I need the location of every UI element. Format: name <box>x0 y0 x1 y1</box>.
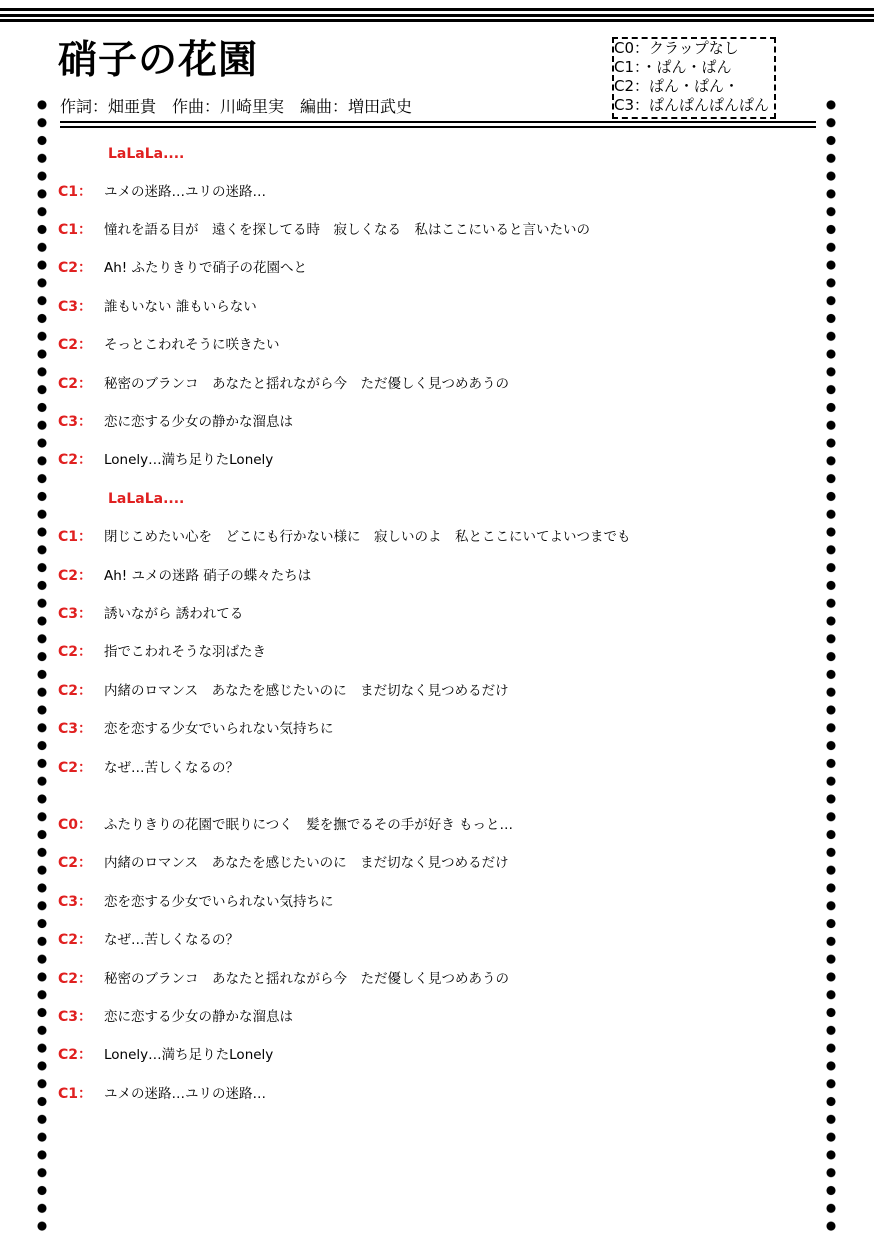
lyric-text: 指でこわれそうな羽ばたき <box>104 644 266 660</box>
clap-code: C2： <box>58 260 93 276</box>
clap-code: C3： <box>58 414 93 430</box>
left-dot-border <box>36 96 48 1236</box>
lyric-text: 恋に恋する少女の静かな溜息は <box>104 414 293 430</box>
clap-code: C3： <box>58 894 93 910</box>
lyric-text: 恋を恋する少女でいられない気持ちに <box>104 721 334 737</box>
lyric-text: なぜ…苦しくなるの？ <box>104 932 239 948</box>
lyric-line <box>58 892 334 912</box>
clap-code: C2： <box>58 644 93 660</box>
header-rule-bottom <box>0 19 874 22</box>
lyric-text: なぜ…苦しくなるの？ <box>104 760 239 776</box>
clap-code: C2： <box>58 337 93 353</box>
lyric-line <box>58 297 257 317</box>
lyric-line <box>58 489 184 509</box>
lyric-text: 誰もいない 誰もいらない <box>104 299 257 315</box>
clap-code: C2： <box>58 1047 93 1063</box>
clap-code: C2： <box>58 971 93 987</box>
lyric-line <box>58 642 266 662</box>
lyric-text: ユメの迷路…ユリの迷路… <box>104 184 266 200</box>
clap-code: C3： <box>58 299 93 315</box>
lyric-text: 内緒のロマンス あなたを感じたいのに まだ切なく見つめるだけ <box>104 683 509 699</box>
lyric-line <box>58 220 590 240</box>
lyric-text: ふたりきりの花園で眠りにつく 髪を撫でるその手が好き もっと… <box>104 817 514 833</box>
clap-code: C1： <box>58 529 93 545</box>
lyric-line <box>58 566 311 586</box>
song-title: 硝子の花園 <box>58 38 259 83</box>
lyric-line <box>58 681 509 701</box>
lyric-line <box>58 815 513 835</box>
lyric-line <box>58 527 631 547</box>
lyric-text: Ah! ユメの迷路 硝子の蝶々たちは <box>104 568 312 584</box>
lyric-line <box>58 604 243 624</box>
lyric-text: 秘密のブランコ あなたと揺れながら今 ただ優しく見つめあうの <box>104 971 509 987</box>
clap-code: C2： <box>58 855 93 871</box>
header-rule-top <box>0 8 874 11</box>
lyric-line <box>58 853 509 873</box>
lyric-line <box>58 1084 266 1104</box>
clap-code: C3： <box>58 1009 93 1025</box>
legend-c2: C2：ぱん・ぱん・ <box>614 77 740 95</box>
lyric-text: Lonely…満ち足りたLonely <box>104 1047 274 1063</box>
lyric-text: そっとこわれそうに咲きたい <box>104 337 280 353</box>
lyric-line <box>58 450 273 470</box>
clap-code: C2： <box>58 932 93 948</box>
clap-code: C2： <box>58 683 93 699</box>
credits-underline-bottom <box>60 126 816 128</box>
lyric-text: 憧れを語る目が 遠くを探してる時 寂しくなる 私はここにいると言いたいの <box>104 222 590 238</box>
lyric-line <box>58 144 184 164</box>
clap-legend-box <box>612 37 776 119</box>
lyric-text: 秘密のブランコ あなたと揺れながら今 ただ優しく見つめあうの <box>104 376 509 392</box>
clap-code: C2： <box>58 452 93 468</box>
clap-code: C3： <box>58 606 93 622</box>
lyric-text: 恋を恋する少女でいられない気持ちに <box>104 894 334 910</box>
lyric-line <box>58 969 509 989</box>
song-credits: 作詞：畑亜貴 作曲：川崎里実 編曲：増田武史 <box>60 97 413 116</box>
lyric-text: 内緒のロマンス あなたを感じたいのに まだ切なく見つめるだけ <box>104 855 509 871</box>
lyric-text: LaLaLa.... <box>108 146 185 162</box>
right-dot-border <box>825 96 837 1236</box>
legend-c3: C3：ぱんぱんぱんぱん <box>614 96 770 114</box>
clap-code: C1： <box>58 1086 93 1102</box>
lyric-line <box>58 258 307 278</box>
lyric-line <box>58 1007 293 1027</box>
clap-code: C0： <box>58 817 93 833</box>
legend-c1: C1：・ぱん・ぱん <box>614 58 732 76</box>
clap-code: C3： <box>58 721 93 737</box>
lyric-text: 誘いながら 誘われてる <box>104 606 244 622</box>
clap-code: C2： <box>58 376 93 392</box>
clap-code: C1： <box>58 222 93 238</box>
clap-code: C1： <box>58 184 93 200</box>
lyric-text: 閉じこめたい心を どこにも行かない様に 寂しいのよ 私とここにいてよいつまでも <box>104 529 631 545</box>
legend-c0: C0：クラップなし <box>614 39 739 57</box>
credits-underline-top <box>60 121 816 123</box>
lyric-line <box>58 412 293 432</box>
lyric-text: Lonely…満ち足りたLonely <box>104 452 274 468</box>
lyric-text: ユメの迷路…ユリの迷路… <box>104 1086 266 1102</box>
lyric-line <box>58 182 266 202</box>
clap-code: C2： <box>58 760 93 776</box>
lyric-line <box>58 335 280 355</box>
header-rule-middle <box>0 14 874 17</box>
lyric-text: LaLaLa.... <box>108 491 185 507</box>
clap-code: C2： <box>58 568 93 584</box>
lyric-line <box>58 930 239 950</box>
lyric-text: 恋に恋する少女の静かな溜息は <box>104 1009 293 1025</box>
lyric-line <box>58 374 509 394</box>
lyric-line <box>58 758 239 778</box>
lyric-text: Ah! ふたりきりで硝子の花園へと <box>104 260 307 276</box>
lyric-line <box>58 1045 273 1065</box>
lyric-line <box>58 719 334 739</box>
